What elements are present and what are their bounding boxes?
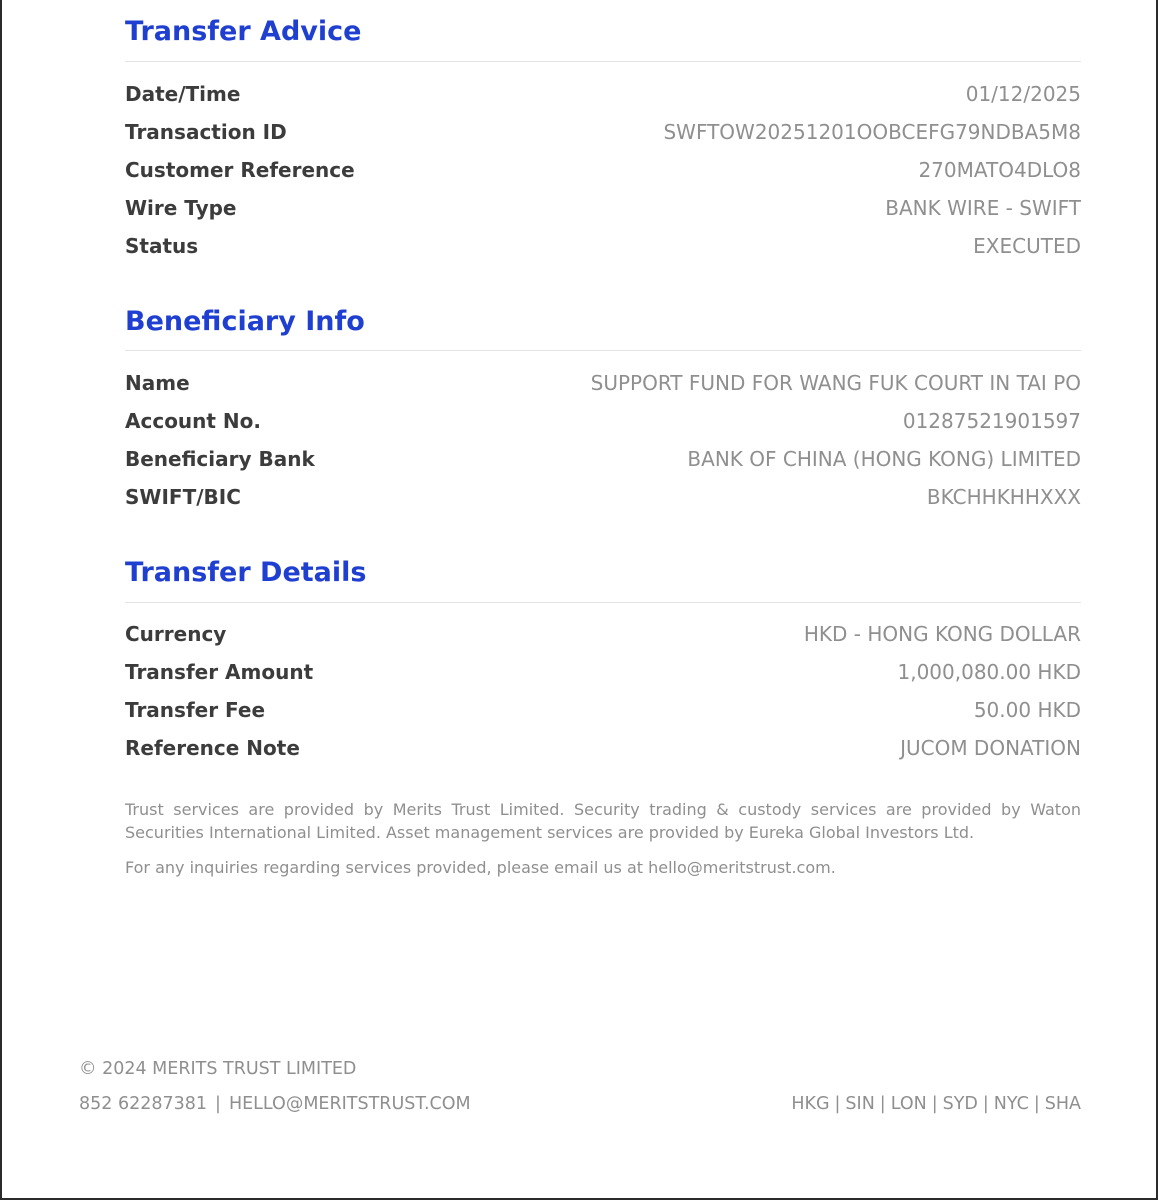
- row-customer-reference: [125, 155, 1081, 185]
- section-divider: [125, 602, 1081, 603]
- disclaimer-text: Trust services are provided by Merits Trust Limited. Security trading & custody services are provided by Waton Securities International Limited. Asset management services are provided by Eureka Global Investors Ltd.: [125, 800, 1081, 842]
- row-value: BKCHHKHHXXX: [926, 485, 1081, 509]
- section-divider: [125, 61, 1081, 62]
- section-title-transfer-details: Transfer Details: [125, 557, 367, 588]
- city-separator: |: [982, 1094, 989, 1114]
- row-label: Transaction ID: [125, 120, 287, 144]
- row-value: 270MATO4DLO8: [918, 158, 1081, 182]
- section-divider: [125, 350, 1081, 351]
- row-value: 01287521901597: [902, 409, 1081, 433]
- city-separator: |: [834, 1094, 841, 1114]
- footer-copyright: © 2024 MERITS TRUST LIMITED: [79, 1059, 357, 1079]
- row-date-time: [125, 79, 1081, 109]
- city-separator: |: [1033, 1094, 1040, 1114]
- footer-city: SIN: [845, 1094, 875, 1114]
- row-wire-type: [125, 193, 1081, 223]
- row-label: Wire Type: [125, 196, 237, 220]
- city-separator: |: [931, 1094, 938, 1114]
- footer-city: LON: [890, 1094, 927, 1114]
- section-title-beneficiary-info: Beneficiary Info: [125, 306, 365, 337]
- row-value: 01/12/2025: [965, 82, 1081, 106]
- footer-city: NYC: [993, 1094, 1029, 1114]
- footer-city: SYD: [942, 1094, 978, 1114]
- row-value: EXECUTED: [973, 234, 1081, 258]
- row-label: Transfer Amount: [125, 660, 314, 684]
- footer-city-list: [791, 1094, 1081, 1114]
- row-label: Status: [125, 234, 199, 258]
- row-transfer-amount: [125, 657, 1081, 687]
- row-label: SWIFT/BIC: [125, 485, 241, 509]
- row-currency: [125, 619, 1081, 649]
- city-separator: |: [879, 1094, 886, 1114]
- row-value: SWFTOW20251201OOBCEFG79NDBA5M8: [663, 120, 1081, 144]
- row-label: Name: [125, 371, 190, 395]
- inquiry-text: For any inquiries regarding services provided, please email us at hello@meritstrust.com.: [125, 858, 836, 877]
- row-name: [125, 368, 1081, 398]
- section-title-transfer-advice: Transfer Advice: [125, 16, 362, 47]
- row-label: Customer Reference: [125, 158, 355, 182]
- row-beneficiary-bank: [125, 444, 1081, 474]
- footer-city: SHA: [1044, 1094, 1081, 1114]
- row-label: Account No.: [125, 409, 262, 433]
- row-transaction-id: [125, 117, 1081, 147]
- row-account-no: [125, 406, 1081, 436]
- footer-contact: [79, 1094, 471, 1114]
- row-value: JUCOM DONATION: [900, 736, 1081, 760]
- row-status: [125, 231, 1081, 261]
- row-value: BANK WIRE - SWIFT: [885, 196, 1081, 220]
- row-reference-note: [125, 733, 1081, 763]
- row-label: Transfer Fee: [125, 698, 266, 722]
- row-value: BANK OF CHINA (HONG KONG) LIMITED: [687, 447, 1081, 471]
- row-label: Reference Note: [125, 736, 300, 760]
- row-value: HKD - HONG KONG DOLLAR: [803, 622, 1081, 646]
- footer-email-link[interactable]: HELLO@MERITSTRUST.COM: [228, 1094, 471, 1114]
- footer-phone: 852 62287381: [79, 1094, 208, 1114]
- row-label: Beneficiary Bank: [125, 447, 315, 471]
- row-transfer-fee: [125, 695, 1081, 725]
- footer-city: HKG: [791, 1094, 830, 1114]
- row-value: 1,000,080.00 HKD: [897, 660, 1081, 684]
- footer-separator: |: [215, 1094, 221, 1114]
- row-value: SUPPORT FUND FOR WANG FUK COURT IN TAI PO: [590, 371, 1081, 395]
- row-label: Currency: [125, 622, 227, 646]
- row-label: Date/Time: [125, 82, 241, 106]
- row-swift-bic: [125, 482, 1081, 512]
- row-value: 50.00 HKD: [973, 698, 1081, 722]
